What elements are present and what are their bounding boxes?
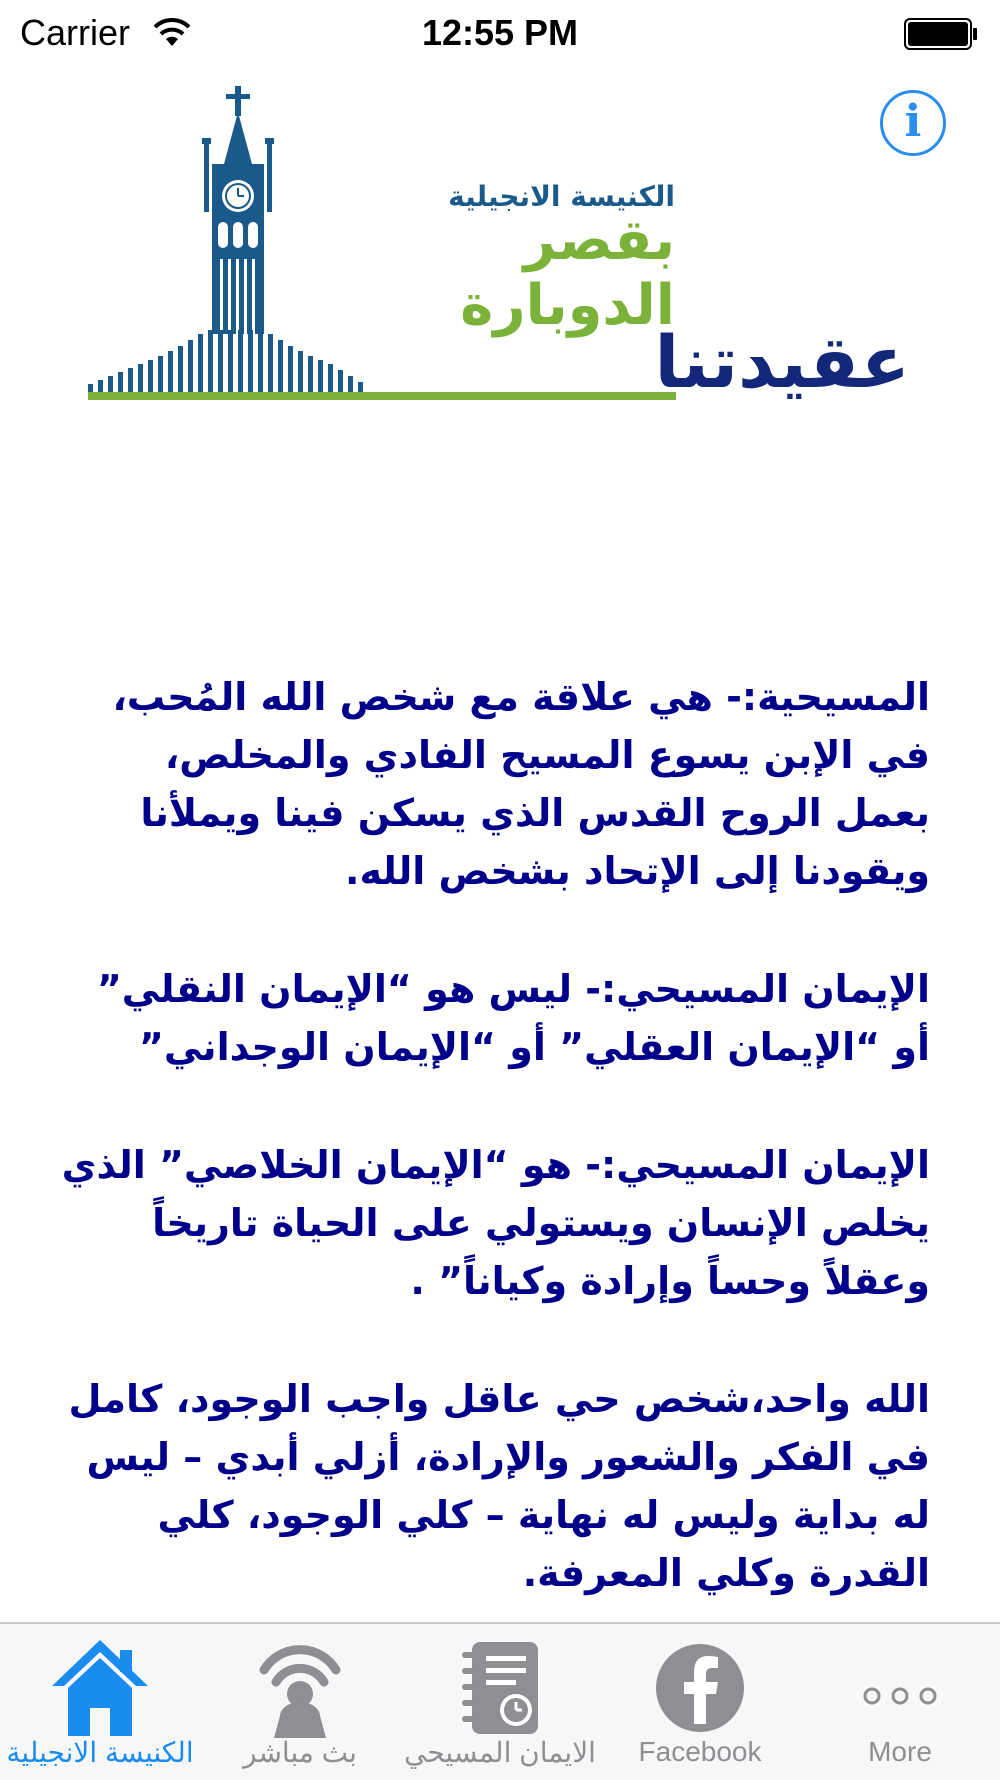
tab-live-label: بث مباشر [243, 1737, 357, 1768]
facebook-icon [650, 1636, 750, 1740]
clock-label: 12:55 PM [421, 12, 579, 53]
notebook-icon [450, 1636, 550, 1740]
carrier-label: Carrier [20, 12, 131, 53]
tab-christian-faith-label: الايمان المسيحي [404, 1737, 596, 1768]
live-broadcast-icon [250, 1636, 350, 1740]
battery-icon [904, 18, 978, 50]
tab-facebook-label: Facebook [638, 1736, 762, 1767]
tab-live[interactable] [200, 1624, 400, 1780]
church-name-line1: الكنيسة الانجيلية [448, 180, 675, 213]
tab-church-label: الكنيسة الانجيلية [6, 1737, 194, 1768]
page-title: عقيدتنا [654, 320, 910, 404]
tab-facebook[interactable] [600, 1624, 800, 1780]
creed-content [60, 668, 930, 1662]
paragraph-christianity: المسيحية:- هي علاقة مع شخص الله المُحب، في الإبن يسوع المسيح الفادي والمخلص، بعمل الروح القدس الذي يسكن فينا ويملأنا ويقودنا إلى الإتحاد بشخص الله. [112, 675, 930, 893]
paragraph-faith-not: الإيمان المسيحي:- ليس هو “الإيمان النقلي” أو “الإيمان العقلي” أو “الإيمان الوجداني” [96, 967, 930, 1069]
home-icon [50, 1636, 150, 1740]
status-bar [0, 0, 1000, 70]
church-name-line2: بقصر الدوبارة [460, 208, 675, 338]
paragraph-faith-is: الإيمان المسيحي:- هو “الإيمان الخلاصي” الذي يخلص الإنسان ويستولي على الحياة تاريخاً وعقلاً وحساً وإرادة وكياناً” . [61, 1143, 930, 1303]
info-button[interactable]: i [880, 90, 946, 156]
tab-bar [0, 1622, 1000, 1780]
tab-church[interactable] [0, 1624, 200, 1780]
tab-more[interactable] [800, 1624, 1000, 1780]
tab-christian-faith[interactable] [400, 1624, 600, 1780]
paragraph-god: الله واحد،شخص حي عاقل واجب الوجود، كامل في الفكر والشعور والإرادة، أزلي أبدي – ليس له بداية وليس له نهاية – كلي الوجود، كلي القدرة وكلي المعرفة. [68, 1377, 930, 1595]
more-icon [850, 1636, 950, 1740]
tab-more-label: More [868, 1736, 932, 1767]
